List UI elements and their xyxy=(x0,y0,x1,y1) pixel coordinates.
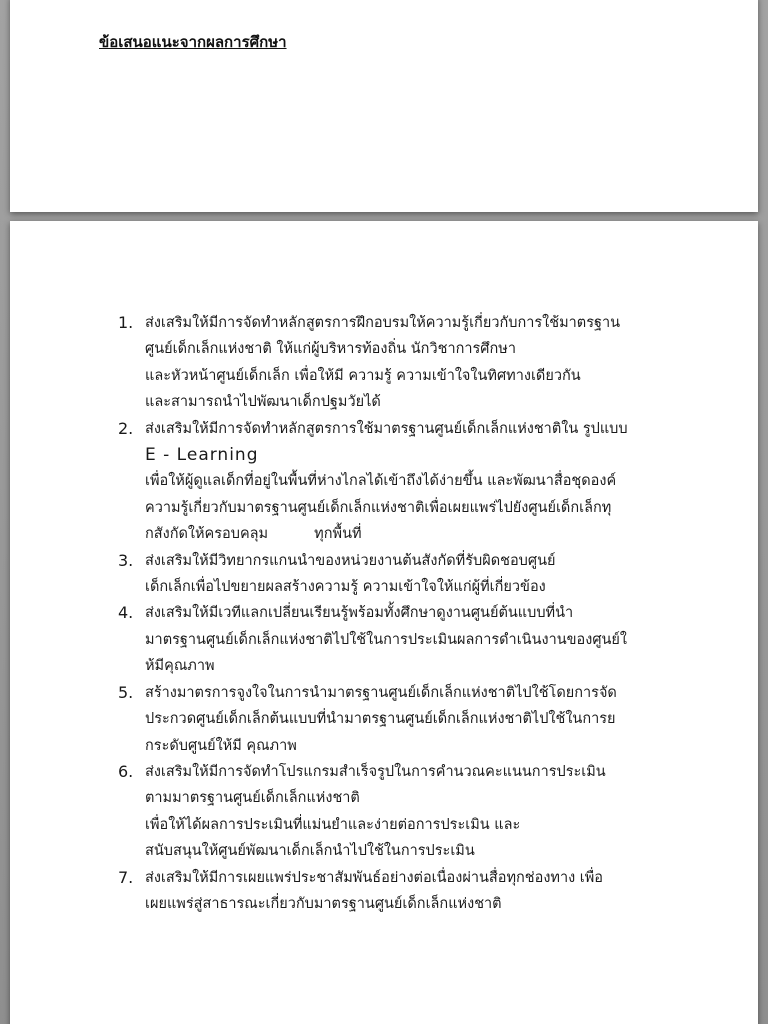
item-text-line: ประกวดศูนย์เด็กเล็กต้นแบบที่นำมาตรฐานศูนย์เด็กเล็กแห่งชาติไปใช้ในการย xyxy=(145,711,616,728)
item-text-line: ส่งเสริมให้มีการจัดทำหลักสูตรการฝึกอบรมให้ความรู้เกี่ยวกับการใช้มาตรฐาน xyxy=(145,315,621,331)
item-number: 1. xyxy=(118,313,134,332)
item-number: 6. xyxy=(118,761,134,781)
item-text-line: ห้มีคุณภาพ xyxy=(145,658,215,675)
item-text-line: และสามารถนำไปพัฒนาเด็กปฐมวัยได้ xyxy=(145,394,381,411)
item-text-line: เผยแพร่สู่สาธารณะเกี่ยวกับมาตรฐานศูนย์เด็กเล็กแห่งชาติ xyxy=(145,895,502,912)
item-text-line: ตามมาตรฐานศูนย์เด็กเล็กแห่งชาติ xyxy=(145,790,360,807)
item-number: 5. xyxy=(118,682,134,702)
item-number: 7. xyxy=(118,867,134,887)
list-item xyxy=(118,759,678,865)
page-1 xyxy=(10,0,758,212)
item-text-line: เพื่อให้ได้ผลการประเมินที่แม่นยำและง่ายต่อการประเมิน และ xyxy=(145,816,521,833)
item-text-line: ส่งเสริมให้มีเวทีแลกเปลี่ยนเรียนรู้พร้อมทั้งศึกษาดูงานศูนย์ต้นแบบที่นำ xyxy=(145,605,574,622)
item-text-line: สนับสนุนให้ศูนย์พัฒนาเด็กเล็กนำไปใช้ในการประเมิน xyxy=(145,843,475,860)
page-2 xyxy=(10,221,758,1024)
item-text-line: เพื่อให้ผู้ดูแลเด็กที่อยู่ในพื้นที่ห่างไกลได้เข้าถึงได้ง่ายขึ้น และพัฒนาสื่อชุดองค์ xyxy=(145,473,617,490)
item-text-line: กสังกัดให้ครอบคลุม ทุกพื้นที่ xyxy=(145,526,362,543)
item-text-line: ส่งเสริมให้มีการจัดทำหลักสูตรการใช้มาตรฐานศูนย์เด็กเล็กแห่งชาติใน รูปแบบ xyxy=(145,420,628,437)
item-text-line: และหัวหน้าศูนย์เด็กเล็ก เพื่อให้มี ความรู้ ความเข้าใจในทิศทางเดียวกัน xyxy=(145,367,581,384)
item-text-line: สร้างมาตรการจูงใจในการนำมาตรฐานศูนย์เด็กเล็กแห่งชาติไปใช้โดยการจัด xyxy=(145,684,617,701)
item-number: 4. xyxy=(118,603,134,623)
item-text-line: E - Learning xyxy=(145,445,259,466)
section-heading: ข้อเสนอแนะจากผลการศึกษา xyxy=(99,33,287,51)
list-item xyxy=(118,865,678,918)
list-item xyxy=(118,600,678,679)
item-text-line: เด็กเล็กเพื่อไปขยายผลสร้างความรู้ ความเข้าใจให้แก่ผู้ที่เกี่ยวข้อง xyxy=(145,579,546,596)
list-item xyxy=(118,680,678,759)
list-item xyxy=(118,548,678,601)
item-text-line: ความรู้เกี่ยวกับมาตรฐานศูนย์เด็กเล็กแห่งชาติเพื่อเผยแพร่ไปยังศูนย์เด็กเล็กทุ xyxy=(145,499,612,516)
item-number: 2. xyxy=(118,418,134,438)
item-text-line: ส่งเสริมให้มีการจัดทำโปรแกรมสำเร็จรูปในการคำนวณคะแนนการประเมิน xyxy=(145,763,606,780)
item-text-line: ศูนย์เด็กเล็กแห่งชาติ ให้แก่ผู้บริหารท้องถิ่น นักวิชาการศึกษา xyxy=(145,341,516,358)
item-text-line: กระดับศูนย์ให้มี คุณภาพ xyxy=(145,737,297,754)
item-text-line: ส่งเสริมให้มีวิทยากรแกนนำของหน่วยงานต้นสังกัดที่รับผิดชอบศูนย์ xyxy=(145,552,556,569)
recommendations-list xyxy=(118,310,678,917)
item-text-line: ส่งเสริมให้มีการเผยแพร่ประชาสัมพันธ์อย่างต่อเนื่องผ่านสื่อทุกช่องทาง เพื่อ xyxy=(145,869,604,886)
list-item xyxy=(118,416,678,548)
item-text-line: มาตรฐานศูนย์เด็กเล็กแห่งชาติไปใช้ในการประเมินผลการดำเนินงานของศูนย์ใ xyxy=(145,631,628,648)
list-item xyxy=(118,310,678,416)
item-number: 3. xyxy=(118,550,134,570)
